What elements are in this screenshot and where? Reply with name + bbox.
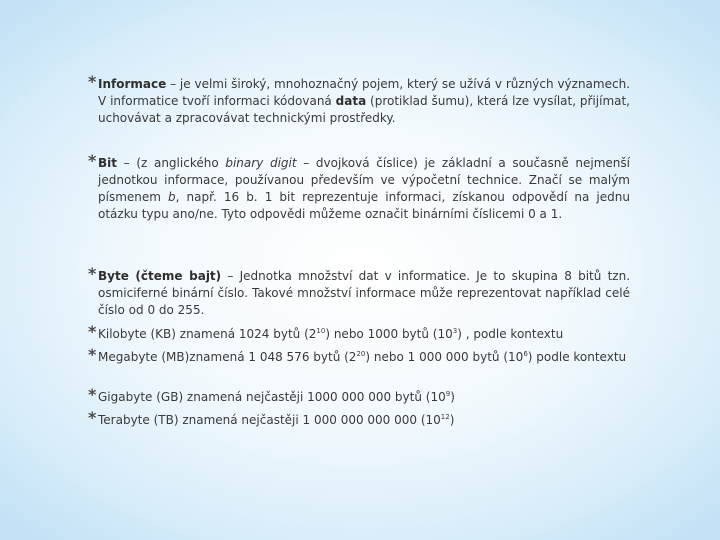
bullet-star-icon: * — [88, 385, 97, 404]
bullet-star-icon: * — [88, 322, 97, 341]
bullet-byte: * Byte (čteme bajt) – Jednotka množství dat v informatice. Je to skupina 8 bitů tzn. osmiciferné binární číslo. Takové množství informace může reprezentovat například celé číslo od 0 do 255. — [88, 264, 631, 317]
bullet-terabyte: * Terabyte (TB) znamená nejčastěji 1 000 000 000 000 $(10^{12})$ — [88, 408, 455, 427]
bullet-bit: * Bit – (z anglického binary digit – dvojková číslice) je základní a současně nejmenší jednotkou informace, používanou především ve výpočetní technice. Značí se malým písmenem b, např. 16 b. 1 bit reprezentuje informaci, získanou odpovědí na jednu otázku typu ano/ne. Tyto odpovědi můžeme označit binárními číslicemi 0 a 1. — [88, 151, 630, 221]
bullet-star-icon: * — [88, 264, 97, 283]
bullet-kilobyte: * Kilobyte (KB) znamená 1024 bytů $(2^{10})$ nebo 1000 bytů $(10^3)$ , podle kontextu — [88, 322, 564, 341]
bullet-star-icon: * — [88, 151, 97, 170]
bullet-informace: * Informace – je velmi široký, mnohoznačný pojem, který se užívá v různých významech. V informatice tvoří informaci kódovaná data (protiklad šumu), která lze vysílat, přijímat, uchovávat a zpracovávat technickými prostředky. — [88, 72, 631, 125]
bullet-gigabyte: * Gigabyte (GB) znamená nejčastěji 1000 000 000 bytů $(10^9)$ — [88, 385, 455, 404]
term-byte: Byte (čteme bajt) — [98, 269, 222, 283]
bullet-star-icon: * — [88, 72, 97, 91]
bullet-megabyte: * Megabyte (MB)znamená 1 048 576 bytů $(2^{20})$ nebo 1 000 000 bytů $(10^6)$ podle kontextu — [88, 345, 627, 364]
term-informace: Informace — [98, 77, 167, 91]
bullet-star-icon: * — [88, 345, 97, 364]
bullet-star-icon: * — [88, 408, 97, 427]
term-bit: Bit — [98, 156, 117, 170]
